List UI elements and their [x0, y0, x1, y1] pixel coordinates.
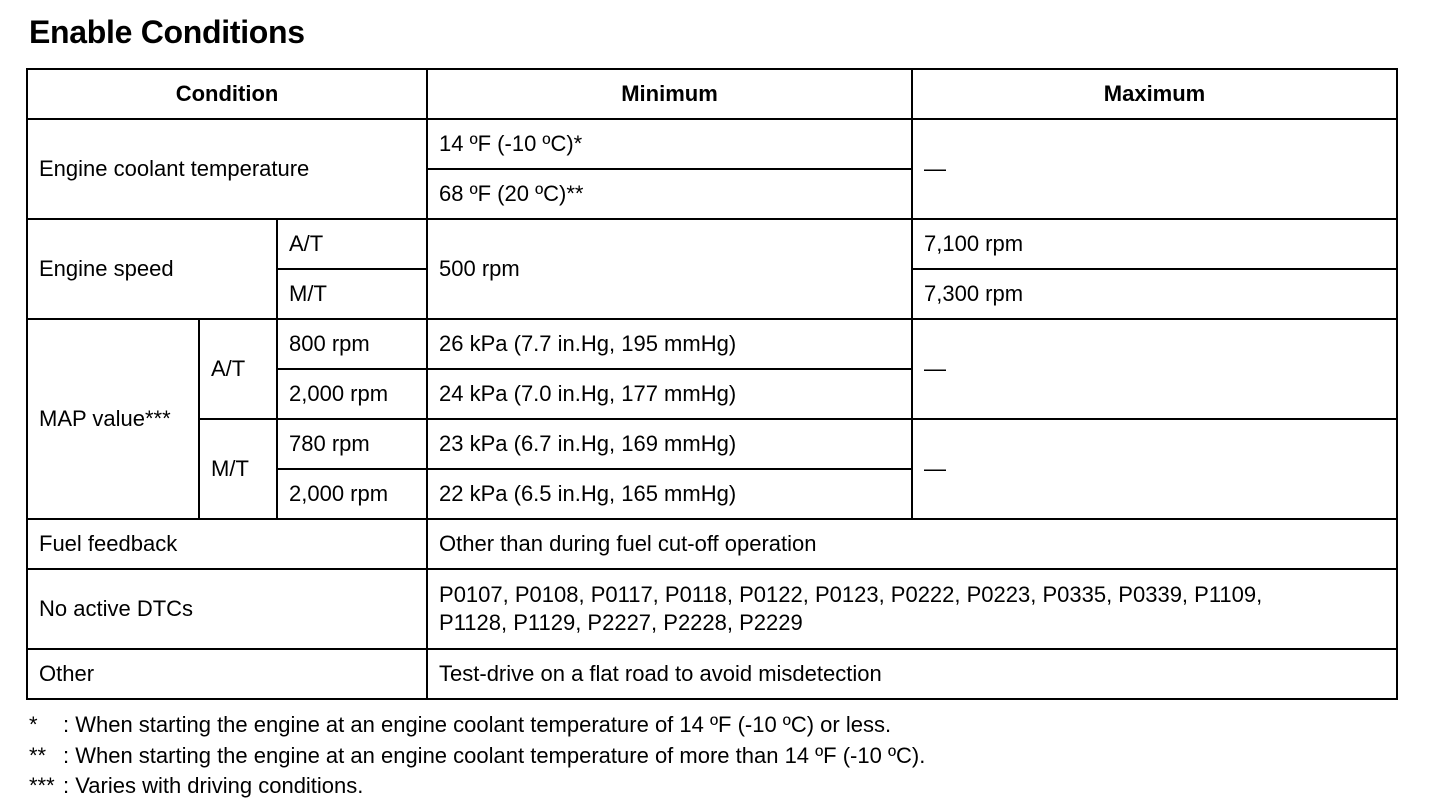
- header-maximum: Maximum: [912, 69, 1397, 119]
- table-row: [27, 319, 1397, 369]
- table-row: [27, 419, 1397, 469]
- coolant-min-cold: 14 ºF (-10 ºC)*: [427, 119, 912, 169]
- dtc-list-line: P0107, P0108, P0117, P0118, P0122, P0123, P0222, P0223, P0335, P0339, P1109,: [439, 582, 1263, 607]
- coolant-min-warm: 68 ºF (20 ºC)**: [427, 169, 912, 219]
- footnote-mark: **: [29, 742, 47, 768]
- map-mt-rpm: 2,000 rpm: [277, 469, 427, 519]
- fuel-feedback-value: Other than during fuel cut-off operation: [427, 519, 1397, 569]
- footnote-text: : When starting the engine at an engine coolant temperature of more than 14 ºF (-10 ºC).: [63, 742, 926, 768]
- map-mt-label: M/T: [199, 419, 277, 519]
- engine-speed-mt-label: M/T: [277, 269, 427, 319]
- map-at-rpm: 800 rpm: [277, 319, 427, 369]
- no-active-dtcs-value: [427, 569, 1397, 649]
- coolant-label: Engine coolant temperature: [27, 119, 427, 219]
- engine-speed-at-max: 7,100 rpm: [912, 219, 1397, 269]
- engine-speed-mt-max: 7,300 rpm: [912, 269, 1397, 319]
- other-label: Other: [27, 649, 427, 699]
- footnote-text: : Varies with driving conditions.: [63, 773, 364, 798]
- map-mt-max: —: [912, 419, 1397, 519]
- coolant-max: —: [912, 119, 1397, 219]
- table-row: [27, 519, 1397, 569]
- footnote: [29, 741, 925, 772]
- header-minimum: Minimum: [427, 69, 912, 119]
- footnote-text: : When starting the engine at an engine coolant temperature of 14 ºF (-10 ºC) or less.: [63, 712, 892, 737]
- map-at-max: —: [912, 319, 1397, 419]
- enable-conditions-table: [26, 68, 1398, 700]
- engine-speed-min: 500 rpm: [427, 219, 912, 319]
- table-row: [27, 649, 1397, 699]
- map-mt-min: 22 kPa (6.5 in.Hg, 165 mmHg): [427, 469, 912, 519]
- map-at-rpm: 2,000 rpm: [277, 369, 427, 419]
- table-header-row: [27, 69, 1397, 119]
- footnote-mark: *: [29, 712, 38, 737]
- map-mt-min: 23 kPa (6.7 in.Hg, 169 mmHg): [427, 419, 912, 469]
- page-title: Enable Conditions: [29, 14, 305, 50]
- table-row: [27, 569, 1397, 649]
- other-value: Test-drive on a flat road to avoid misdetection: [427, 649, 1397, 699]
- map-at-min: 26 kPa (7.7 in.Hg, 195 mmHg): [427, 319, 912, 369]
- map-value-label: MAP value***: [27, 319, 199, 519]
- dtc-list-line: P1128, P1129, P2227, P2228, P2229: [439, 610, 803, 635]
- no-active-dtcs-label: No active DTCs: [27, 569, 427, 649]
- engine-speed-label: Engine speed: [27, 219, 277, 319]
- fuel-feedback-label: Fuel feedback: [27, 519, 427, 569]
- map-mt-rpm: 780 rpm: [277, 419, 427, 469]
- footnote: [29, 771, 925, 802]
- footnote-mark: ***: [29, 773, 55, 798]
- engine-speed-at-label: A/T: [277, 219, 427, 269]
- table-row: [27, 219, 1397, 269]
- table-row: [27, 119, 1397, 169]
- header-condition: Condition: [27, 69, 427, 119]
- footnotes: [29, 710, 925, 802]
- map-at-min: 24 kPa (7.0 in.Hg, 177 mmHg): [427, 369, 912, 419]
- footnote: [29, 710, 925, 741]
- map-at-label: A/T: [199, 319, 277, 419]
